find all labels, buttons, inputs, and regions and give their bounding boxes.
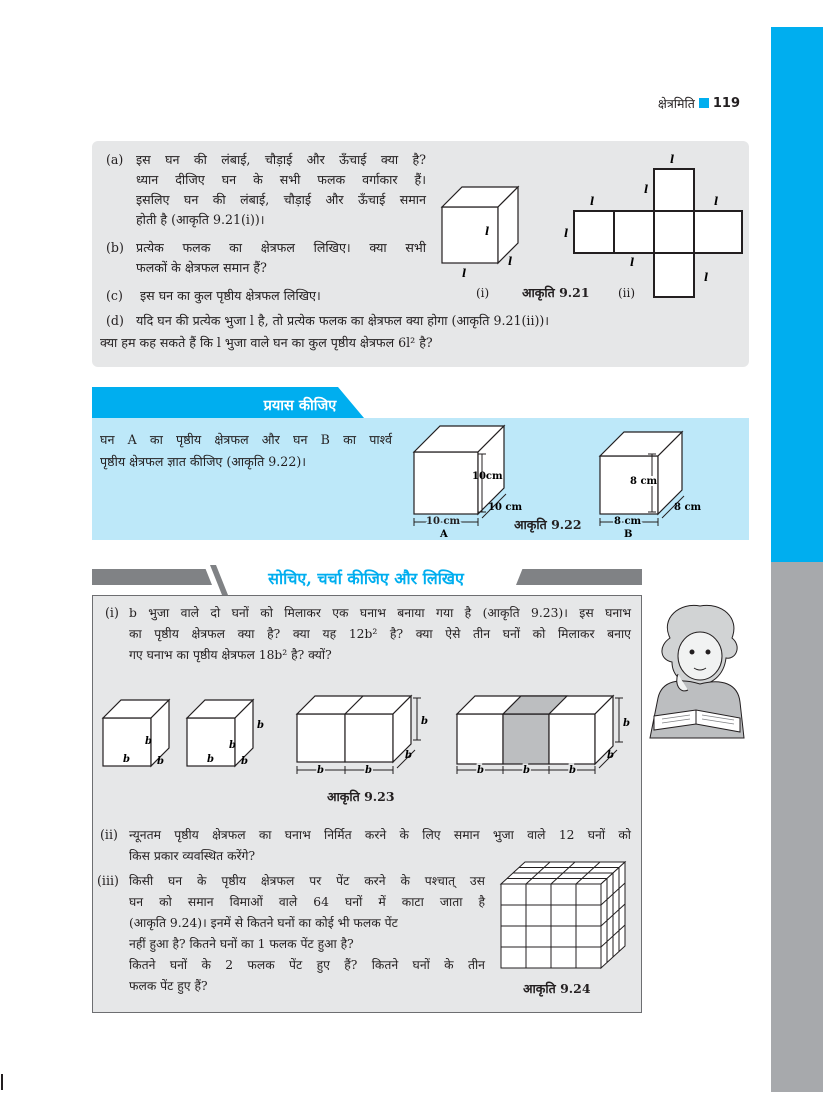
fig23-b-5: b bbox=[207, 754, 214, 765]
try-title: प्रयास कीजिए bbox=[263, 397, 337, 414]
item-iii-line5: कितने घनों के 2 फलक पेंट हुए हैं? कितने घनों के तीन bbox=[129, 958, 485, 972]
try-line1: घन A का पृष्ठीय क्षेत्रफल और घन B का पार्श्व bbox=[100, 432, 392, 447]
net-label-3: l bbox=[564, 227, 569, 240]
net-label-2: l bbox=[714, 195, 719, 208]
think-title: सोचिए, चर्चा कीजिए और लिखिए bbox=[268, 569, 464, 588]
item-a-label: (a) bbox=[106, 152, 124, 167]
fig-9-21-caption: आकृति 9.21 bbox=[522, 285, 590, 300]
fig-i-label: (i) bbox=[476, 286, 490, 300]
item-b-line1: प्रत्येक फलक का क्षेत्रफल लिखिए। क्या सभी bbox=[136, 240, 426, 255]
item-a-line3: इसलिए घन की लंबाई, चौड़ाई और ऊँचाई समान bbox=[136, 192, 426, 207]
fig23-b-2: b bbox=[123, 754, 130, 765]
item-ii-line2: किस प्रकार व्यवस्थित करेंगे? bbox=[129, 849, 256, 863]
fig23-b-9: b bbox=[317, 765, 324, 776]
cube-i-depth-label: l bbox=[508, 255, 513, 268]
fig23-b-12: b bbox=[623, 718, 630, 729]
fig23-b-13: b bbox=[477, 765, 484, 776]
item-a-line4: होती है (आकृति 9.21(i))। bbox=[136, 212, 265, 227]
activity-box bbox=[92, 141, 749, 367]
think-box bbox=[92, 595, 642, 1013]
item-i-label: (i) bbox=[105, 605, 119, 620]
item-ii-label: (ii) bbox=[100, 827, 118, 842]
cube-i-base-label: l bbox=[462, 267, 467, 280]
item-d-text2: क्या हम कह सकते हैं कि l भुजा वाले घन का कुल पृष्ठीय क्षेत्रफल 6l² है? bbox=[100, 335, 433, 350]
fig-9-24-caption: आकृति 9.24 bbox=[523, 981, 591, 996]
net-label-4: l bbox=[630, 256, 635, 269]
fig-9-23-drawing bbox=[97, 692, 633, 776]
try-header-band bbox=[92, 387, 749, 418]
fig23-b-4: b bbox=[229, 740, 236, 751]
fig-9-24-cube-grid bbox=[497, 860, 637, 970]
cube-figure-i bbox=[438, 179, 518, 279]
item-a-line1: इस घन की लंबाई, चौड़ाई और ऊँचाई क्या है? bbox=[136, 152, 426, 167]
thinking-child-illustration bbox=[640, 598, 750, 744]
item-a-line2: ध्यान दीजिए घन के सभी फलक वर्गाकार हैं। bbox=[136, 172, 426, 187]
chapter-title: क्षेत्रमिति bbox=[657, 95, 695, 111]
fig23-b-11: b bbox=[405, 750, 412, 761]
net-label-left-top: l bbox=[644, 183, 649, 196]
cube-a-label: A bbox=[440, 529, 448, 540]
item-iii-label: (iii) bbox=[97, 873, 119, 888]
fig23-b-15: b bbox=[569, 765, 576, 776]
side-tab-gray bbox=[771, 562, 823, 1092]
fig-9-23-caption: आकृति 9.23 bbox=[327, 789, 395, 804]
fig23-b-1: b bbox=[145, 736, 152, 747]
page-header bbox=[600, 94, 740, 112]
fig-9-22-caption: आकृति 9.22 bbox=[514, 517, 582, 532]
item-i-line1: b भुजा वाले दो घनों को मिलाकर एक घनाभ बनाया गया है (आकृति 9.23)। इस घनाभ bbox=[129, 606, 631, 620]
item-b-label: (b) bbox=[106, 240, 124, 255]
item-ii-line1: न्यूनतम पृष्ठीय क्षेत्रफल का घनाभ निर्मित करने के लिए समान भुजा वाले 12 घनों को bbox=[129, 828, 631, 842]
cube-a-figure bbox=[408, 420, 523, 540]
fig23-b-14: b bbox=[523, 765, 530, 776]
item-b-line2: फलकों के क्षेत्रफल समान हैं? bbox=[136, 260, 267, 275]
cube-i-edge-label: l bbox=[485, 225, 490, 238]
cube-a-width: 10 cm bbox=[426, 516, 461, 527]
cube-net-figure-ii bbox=[558, 153, 748, 303]
cube-a-depth: 10 cm bbox=[488, 502, 523, 513]
item-iii-line4: नहीं हुआ है? कितने घनों का 1 फलक पेंट हुआ है? bbox=[129, 937, 354, 951]
square-bullet-icon bbox=[699, 98, 709, 108]
net-label-top: l bbox=[670, 153, 675, 166]
fig23-b-10: b bbox=[365, 765, 372, 776]
cube-b-figure bbox=[596, 420, 706, 540]
net-label-5: l bbox=[704, 271, 709, 284]
item-iii-line1: किसी घन के पृष्ठीय क्षेत्रफल पर पेंट करने के पश्चात् उस bbox=[129, 874, 485, 888]
fig-ii-label: (ii) bbox=[618, 286, 636, 300]
fig23-b-16: b bbox=[607, 750, 614, 761]
think-header-band bbox=[92, 565, 642, 595]
cube-b-label: B bbox=[624, 529, 633, 540]
fig23-b-3: b bbox=[157, 756, 164, 767]
page-number: 119 bbox=[712, 95, 740, 111]
item-d-text: यदि घन की प्रत्येक भुजा l है, तो प्रत्येक फलक का क्षेत्रफल क्या होगा (आकृति 9.21(ii))। bbox=[136, 313, 550, 328]
cube-a-height: 10cm bbox=[472, 471, 503, 482]
item-i-line2: का पृष्ठीय क्षेत्रफल क्या है? क्या यह 12b² है? क्या ऐसे तीन घनों को मिलाकर बनाए bbox=[129, 627, 631, 641]
item-i-line3: गए घनाभ का पृष्ठीय क्षेत्रफल 18b² है? क्यों? bbox=[129, 648, 332, 662]
fig23-b-7: b bbox=[257, 720, 264, 731]
net-label-1: l bbox=[590, 195, 595, 208]
cube-b-width: 8 cm bbox=[614, 516, 642, 527]
item-c-text: इस घन का कुल पृष्ठीय क्षेत्रफल लिखिए। bbox=[140, 288, 321, 303]
try-box bbox=[92, 418, 749, 540]
try-line2: पृष्ठीय क्षेत्रफल ज्ञात कीजिए (आकृति 9.22)। bbox=[100, 454, 307, 469]
item-iii-line2: घन को समान विमाओं वाले 64 घनों में काटा जाता है bbox=[129, 895, 485, 909]
fig23-b-6: b bbox=[241, 756, 248, 767]
fig23-b-8: b bbox=[421, 716, 428, 727]
crop-mark bbox=[1, 1074, 3, 1090]
item-iii-line6: फलक पेंट हुए हैं? bbox=[129, 979, 208, 993]
cube-b-depth: 8 cm bbox=[674, 502, 702, 513]
item-iii-line3: (आकृति 9.24)। इनमें से कितने घनों का कोई भी फलक पेंट bbox=[129, 916, 398, 930]
item-d-label: (d) bbox=[106, 313, 124, 328]
cube-b-height: 8 cm bbox=[630, 476, 658, 487]
item-c-label: (c) bbox=[106, 288, 123, 303]
side-tab-blue bbox=[771, 27, 823, 562]
